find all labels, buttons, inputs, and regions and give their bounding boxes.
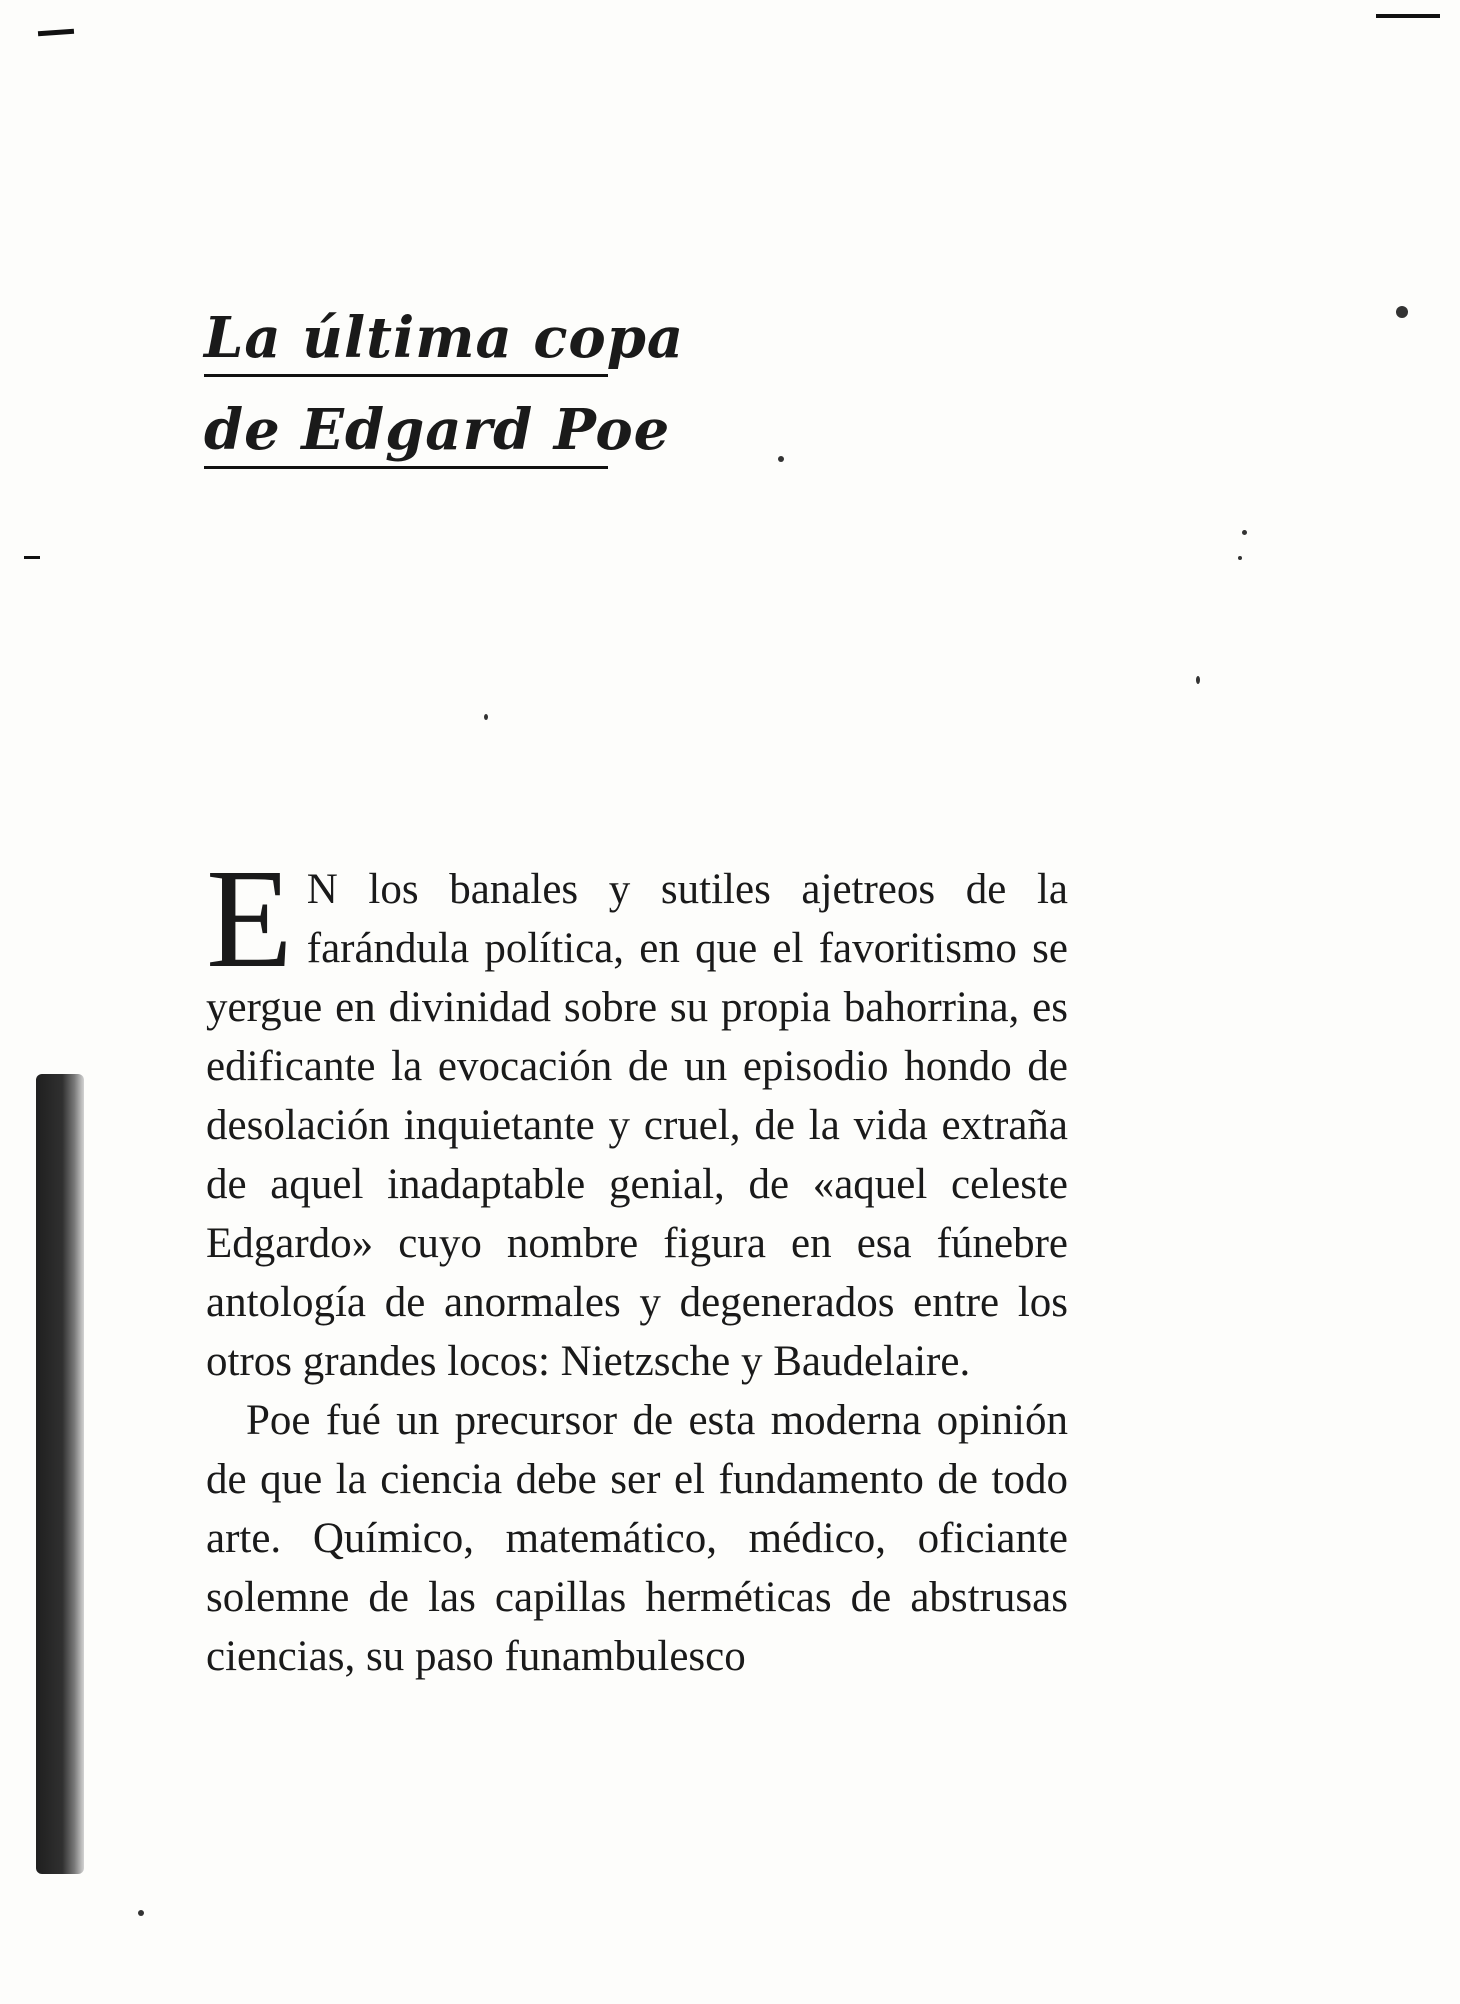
speck [1196,676,1200,684]
scan-mark-top-right [1376,14,1440,18]
paragraph-2: Poe fué un precursor de esta moderna opinión de que la ciencia debe ser el fundamento de todo arte. Químico, matemático, médico, oficiante solemne de las capillas herméticas de abstrusas ciencias, su paso funambulesco [206,1397,1068,1680]
speck [1238,556,1242,560]
binding-shadow [36,1074,84,1874]
speck [1396,306,1408,318]
scan-mark-left [24,556,40,559]
body-text [206,839,1068,1686]
speck [778,456,784,462]
paragraph-1: EN los banales y sutiles ajetreos de la farándula política, en que el favoritismo se yergue en divinidad sobre su propia bahorrina, es edificante la evocación de un episodio hondo de desolación inquietante y cruel, de la vida extraña de aquel inadaptable genial, de «aquel celeste Edgardo» cuyo nombre figura en esa fúnebre antología de anormales y degenerados entre los otros grandes locos: Nietzsche y Baudelaire. [206,839,1068,1385]
scan-mark-top-left [38,29,74,36]
speck [1242,530,1247,535]
speck [138,1910,144,1916]
chapter-title-line-1: La última copa [204,310,608,377]
chapter-title-line-2: de Edgard Poe [204,402,608,469]
speck [484,714,488,720]
